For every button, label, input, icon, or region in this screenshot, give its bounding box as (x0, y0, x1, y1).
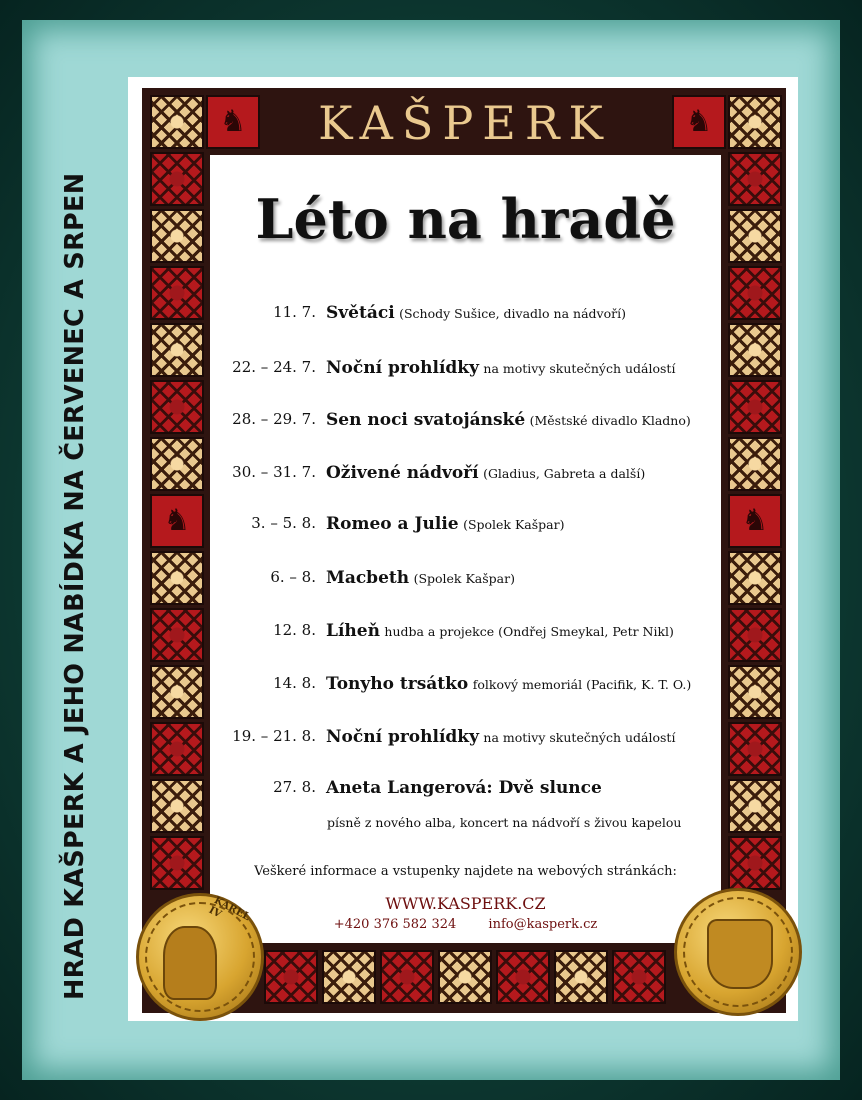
event-description: hudba a projekce (Ondřej Smeykal, Petr Nikl) (384, 624, 674, 639)
event-date: 19. – 21. 8. (232, 727, 316, 745)
event-row (0, 358, 862, 382)
event-row (0, 674, 862, 698)
border-tile (150, 836, 204, 890)
king-figure-icon (163, 926, 217, 1000)
contact-line (210, 917, 721, 932)
event-title: Macbeth (326, 568, 410, 588)
info-line: Veškeré informace a vstupenky najdete na webových stránkách: (254, 864, 677, 879)
event-body (326, 463, 645, 483)
heraldic-lion-icon: ♞ (728, 494, 782, 548)
border-tile (728, 152, 782, 206)
email-link[interactable]: info@kasperk.cz (488, 917, 598, 932)
border-tile (150, 209, 204, 263)
event-body (326, 568, 515, 588)
border-tile (150, 95, 204, 149)
event-date: 14. 8. (273, 674, 316, 692)
brand-name: KAŠPERK (318, 96, 612, 150)
event-title: Tonyho trsátko (326, 674, 469, 694)
event-body (326, 778, 602, 798)
event-row (0, 778, 862, 802)
event-title: Světáci (326, 303, 395, 323)
coin-label: KAREL IV (206, 895, 252, 924)
border-tile (150, 152, 204, 206)
event-description: na motivy skutečných událostí (483, 361, 676, 376)
border-tile (380, 950, 434, 1004)
border-tile (728, 836, 782, 890)
event-date: 11. 7. (273, 303, 316, 321)
event-row (0, 727, 862, 751)
event-description: (Spolek Kašpar) (413, 571, 515, 586)
border-tile (728, 209, 782, 263)
event-title: Sen noci svatojánské (326, 410, 526, 430)
event-body (326, 621, 674, 641)
event-body (326, 674, 691, 694)
event-date: 22. – 24. 7. (232, 358, 316, 376)
event-description: (Spolek Kašpar) (463, 517, 565, 532)
event-row (0, 621, 862, 645)
border-tile (728, 95, 782, 149)
event-date: 27. 8. (273, 778, 316, 796)
event-body (326, 303, 626, 323)
event-description: na motivy skutečných událostí (483, 730, 676, 745)
event-body (326, 727, 675, 747)
page-title: Léto na hradě (255, 187, 676, 251)
event-title: Aneta Langerová: Dvě slunce (326, 778, 602, 798)
event-row (0, 514, 862, 538)
event-description: folkový memoriál (Pacifik, K. T. O.) (472, 677, 692, 692)
seal-coin-icon (674, 888, 802, 1016)
event-body (326, 410, 691, 430)
event-description: (Městské divadlo Kladno) (529, 413, 691, 428)
event-date: 30. – 31. 7. (232, 463, 316, 481)
heraldic-lion-icon: ♞ (672, 95, 726, 149)
event-body (326, 358, 675, 378)
event-body (326, 514, 565, 534)
event-row (0, 410, 862, 434)
side-title: HRAD KAŠPERK A JEHO NABÍDKA NA ČERVENEC A SRPEN (60, 172, 90, 1000)
border-tile (496, 950, 550, 1004)
karel-iv-coin-icon (136, 893, 264, 1021)
heraldic-lion-icon: ♞ (150, 494, 204, 548)
event-date: 6. – 8. (270, 568, 316, 586)
event-row (0, 303, 862, 327)
event-date: 12. 8. (273, 621, 316, 639)
event-description: (Gladius, Gabreta a další) (483, 466, 646, 481)
event-title: Líheň (326, 621, 380, 641)
event-row (0, 463, 862, 487)
event-row (0, 568, 862, 592)
phone-number[interactable]: +420 376 582 324 (333, 917, 457, 932)
event-date: 3. – 5. 8. (251, 514, 316, 532)
event-title: Romeo a Julie (326, 514, 459, 534)
event-title: Noční prohlídky (326, 727, 479, 747)
border-tile (322, 950, 376, 1004)
border-tile (554, 950, 608, 1004)
event-title: Noční prohlídky (326, 358, 479, 378)
event-description: (Schody Sušice, divadlo na nádvoří) (399, 306, 626, 321)
heraldic-lion-icon: ♞ (206, 95, 260, 149)
border-tile (438, 950, 492, 1004)
event-subline: písně z nového alba, koncert na nádvoří s živou kapelou (327, 815, 682, 830)
border-tile (264, 950, 318, 1004)
event-date: 28. – 29. 7. (232, 410, 316, 428)
event-title: Oživené nádvoří (326, 463, 479, 483)
border-tile (612, 950, 666, 1004)
website-link[interactable]: WWW.KASPERK.CZ (385, 894, 546, 913)
shield-emblem-icon (707, 919, 773, 989)
